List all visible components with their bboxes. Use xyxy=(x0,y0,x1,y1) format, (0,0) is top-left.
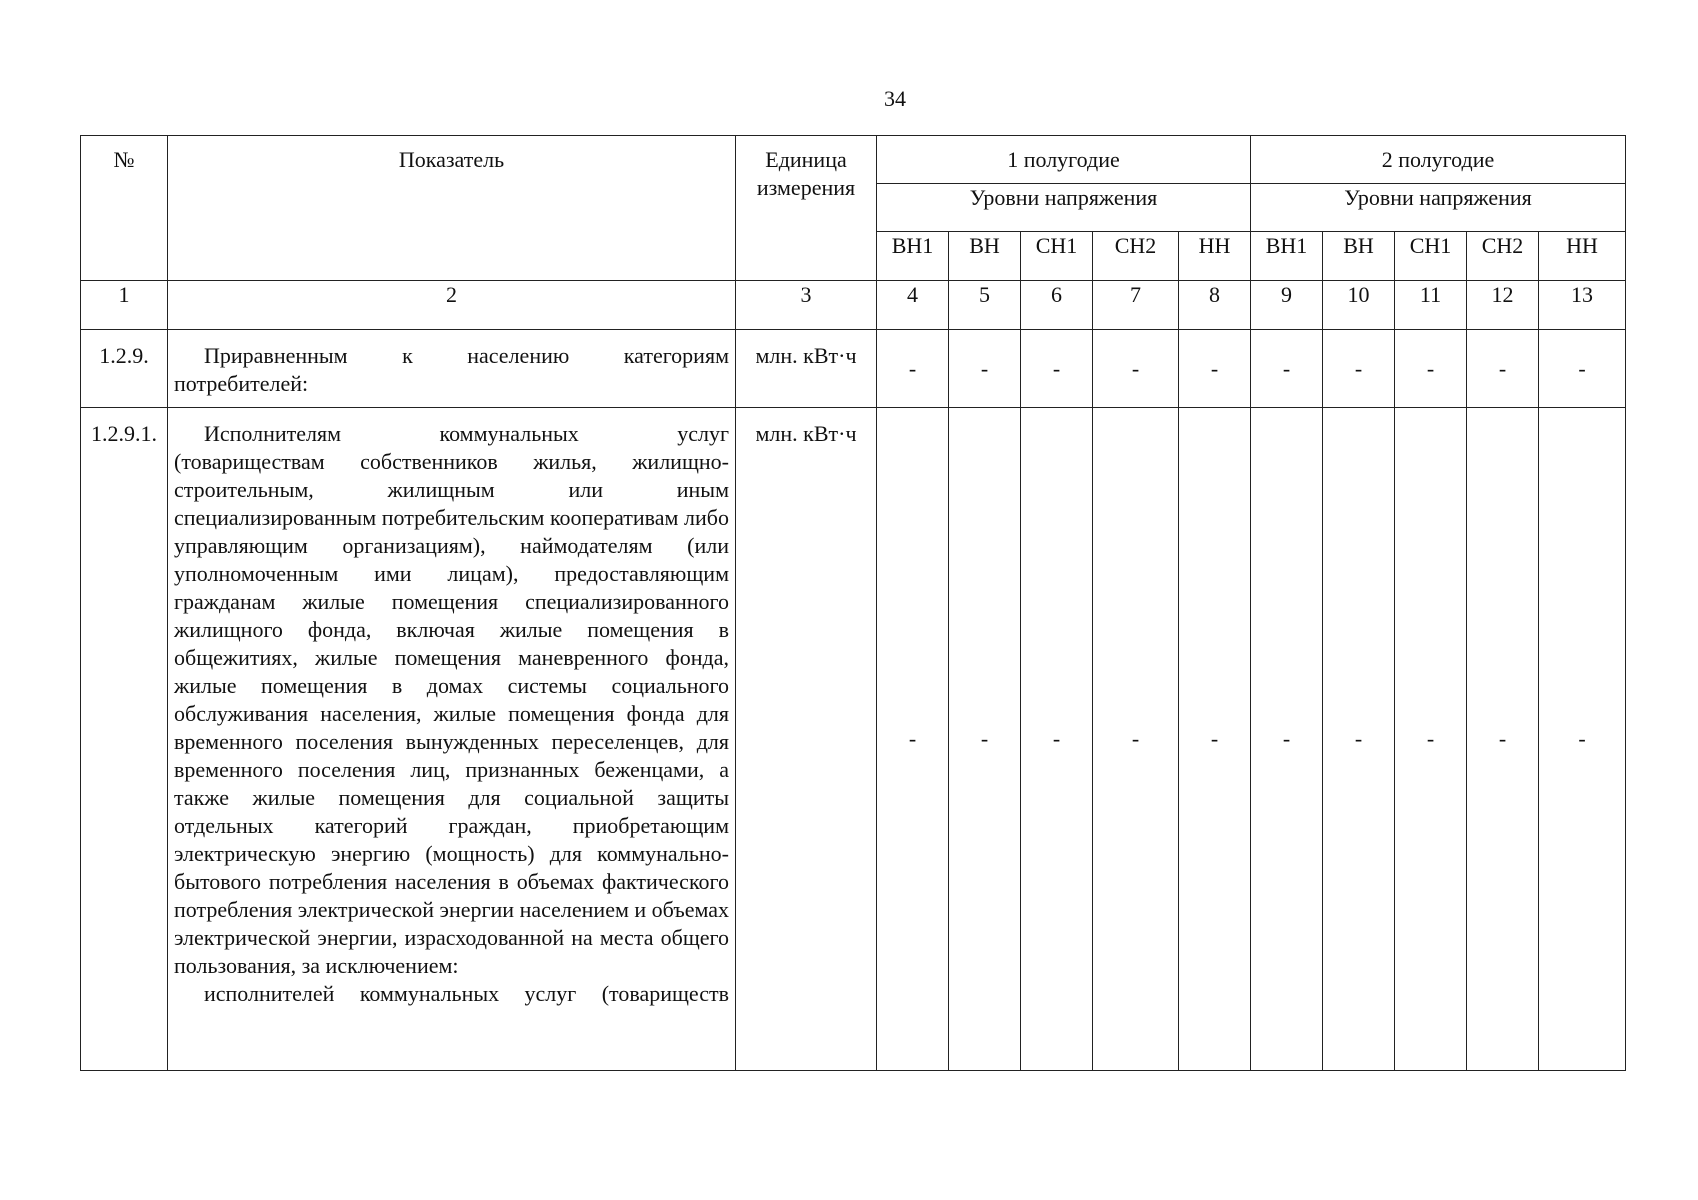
header-unit-line1: Единица xyxy=(765,147,847,172)
column-number: 6 xyxy=(1021,281,1093,330)
header-indicator: Показатель xyxy=(168,136,736,281)
column-number: 7 xyxy=(1093,281,1179,330)
row-description-body: (товариществам собственников жилья, жилищно-строительным, жилищным или иным специализированным потребительским кооперативам либо управляющим организациям), наймодателям (или уполномоченным ими лицам), предоставляющим гражданам жилые помещения специализированного жилищного фонда, включая жилые помещения в общежитиях, жилые помещения маневренного фонда, жилые помещения в домах системы социального обслуживания населения, жилые помещения фонда для временного поселения вынужденных переселенцев, для временного поселения лиц, признанных беженцами, а также жилые помещения для социальной защиты отдельных категорий граждан, приобретающим электрическую энергию (мощность) для коммунально-бытового потребления населения в объемах фактического потребления электрической энергии населением и объемах электрической энергии, израсходованной на места общего пользования, за исключением: xyxy=(174,449,729,978)
value-cell: - xyxy=(877,408,949,1071)
column-number-row xyxy=(81,281,1626,330)
header-level: СН2 xyxy=(1467,232,1539,281)
value-cell: - xyxy=(1021,330,1093,408)
header-level: ВН xyxy=(1323,232,1395,281)
column-number: 10 xyxy=(1323,281,1395,330)
header-level: НН xyxy=(1539,232,1626,281)
table-row xyxy=(81,408,1626,1071)
column-number: 4 xyxy=(877,281,949,330)
value-cell: - xyxy=(1395,408,1467,1071)
row-description xyxy=(168,330,736,408)
column-number: 2 xyxy=(168,281,736,330)
table-row xyxy=(81,330,1626,408)
value-cell: - xyxy=(1539,408,1626,1071)
value-cell: - xyxy=(1323,330,1395,408)
header-level: СН1 xyxy=(1395,232,1467,281)
row-unit: млн. кВт·ч xyxy=(736,408,877,1071)
column-number: 5 xyxy=(949,281,1021,330)
row-description xyxy=(168,408,736,1071)
page-number: 34 xyxy=(884,86,906,111)
column-number: 12 xyxy=(1467,281,1539,330)
value-cell: - xyxy=(1395,330,1467,408)
header-half-1: 1 полугодие xyxy=(877,136,1251,184)
value-cell: - xyxy=(1093,330,1179,408)
value-cell: - xyxy=(1251,408,1323,1071)
header-level: ВН1 xyxy=(877,232,949,281)
row-description-line: Приравненным к населению категориям xyxy=(204,343,729,368)
row-description-line: исполнителей коммунальных услуг (товариществ xyxy=(204,981,729,1006)
header-level: ВН1 xyxy=(1251,232,1323,281)
header-level: СН2 xyxy=(1093,232,1179,281)
value-cell: - xyxy=(1093,408,1179,1071)
value-cell: - xyxy=(1467,408,1539,1071)
value-cell: - xyxy=(1467,330,1539,408)
column-number: 3 xyxy=(736,281,877,330)
value-cell: - xyxy=(877,330,949,408)
header-row-top xyxy=(81,136,1626,184)
value-cell: - xyxy=(1179,408,1251,1071)
header-unit xyxy=(736,136,877,281)
header-levels-2: Уровни напряжения xyxy=(1251,184,1626,232)
value-cell: - xyxy=(949,408,1021,1071)
value-cell: - xyxy=(949,330,1021,408)
row-number: 1.2.9.1. xyxy=(81,408,168,1071)
value-cell: - xyxy=(1021,408,1093,1071)
header-unit-line2: измерения xyxy=(756,175,856,200)
column-number: 9 xyxy=(1251,281,1323,330)
value-cell: - xyxy=(1539,330,1626,408)
row-description-line: Исполнителям коммунальных услуг xyxy=(204,421,729,446)
row-number: 1.2.9. xyxy=(81,330,168,408)
row-unit: млн. кВт·ч xyxy=(736,330,877,408)
row-description-line: потребителей: xyxy=(174,371,309,396)
data-table xyxy=(80,135,1626,1071)
header-levels-1: Уровни напряжения xyxy=(877,184,1251,232)
column-number: 8 xyxy=(1179,281,1251,330)
column-number: 1 xyxy=(81,281,168,330)
column-number: 13 xyxy=(1539,281,1626,330)
header-no: № xyxy=(81,136,168,281)
value-cell: - xyxy=(1179,330,1251,408)
value-cell: - xyxy=(1251,330,1323,408)
value-cell: - xyxy=(1323,408,1395,1071)
column-number: 11 xyxy=(1395,281,1467,330)
header-level: СН1 xyxy=(1021,232,1093,281)
header-half-2: 2 полугодие xyxy=(1251,136,1626,184)
header-level: НН xyxy=(1179,232,1251,281)
header-level: ВН xyxy=(949,232,1021,281)
